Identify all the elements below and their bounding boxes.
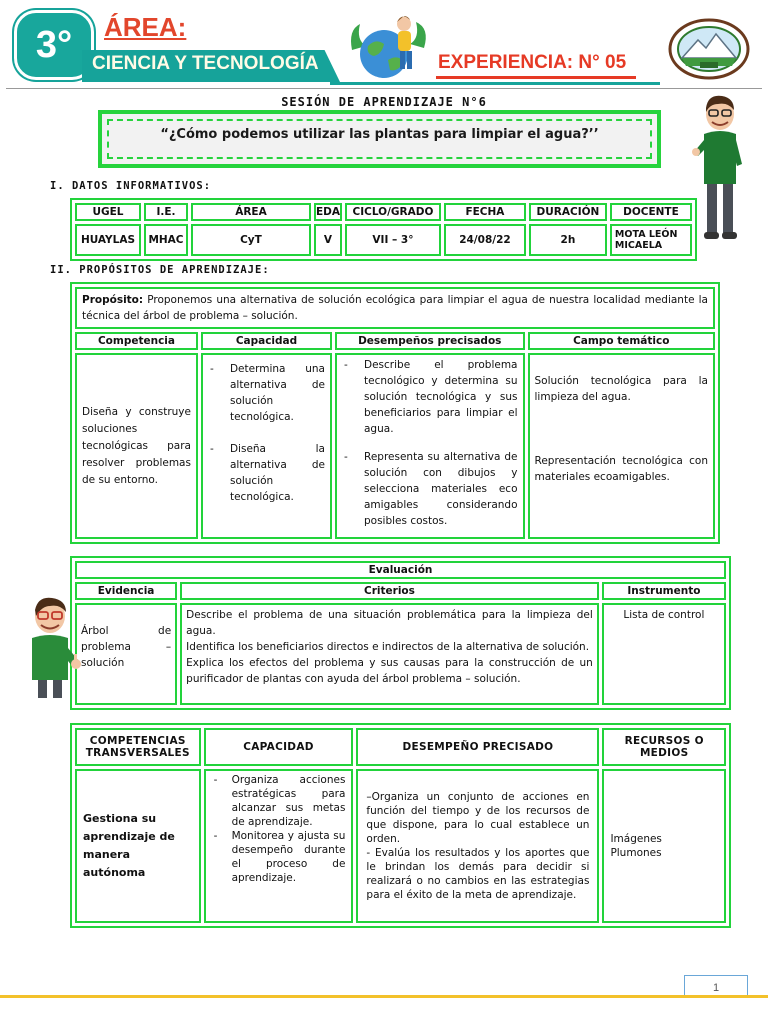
- instrumento-cell: Lista de control: [602, 603, 726, 705]
- header-bottom-border: [6, 88, 762, 89]
- column-header: I.E.: [144, 203, 188, 221]
- table-row: [75, 287, 715, 329]
- column-header: RECURSOS O MEDIOS: [602, 728, 726, 766]
- area-label: ÁREA:: [104, 12, 187, 42]
- column-header: Capacidad: [201, 332, 332, 350]
- criterios-cell: [180, 603, 599, 705]
- capacidad-transversal-list: [212, 773, 346, 885]
- column-header: COMPETENCIAS TRANSVERSALES: [75, 728, 201, 766]
- column-header: DURACIÓN: [529, 203, 607, 221]
- list-item: - Organiza acciones estratégicas para alcanzar sus metas de aprendizaje.: [212, 773, 346, 829]
- table-cell: HUAYLAS: [75, 224, 141, 256]
- column-header: FECHA: [444, 203, 526, 221]
- criterio-item: Describe el problema de una situación problemática para la limpieza del agua.: [186, 609, 593, 637]
- area-value: CIENCIA Y TECNOLOGÍA: [92, 53, 319, 74]
- list-item: - Determina una alternativa de solución tecnológica.: [208, 361, 325, 425]
- column-header: Instrumento: [602, 582, 726, 600]
- competencias-transversales-table: [70, 723, 731, 928]
- capacidad-transversal-cell: [204, 769, 354, 923]
- table-header-row: [75, 332, 715, 350]
- desempeno-cell: [335, 353, 525, 539]
- evaluacion-title: Evaluación: [75, 561, 726, 579]
- teacher-character-illustration: [692, 92, 748, 242]
- campo-item: Solución tecnológica para la limpieza del agua.: [534, 375, 708, 403]
- table-row: [75, 769, 726, 923]
- campo-item: Representación tecnológica con materiales ecoamigables.: [534, 455, 708, 483]
- table-row: [75, 603, 726, 705]
- desempeno-list: [342, 357, 518, 529]
- session-title: SESIÓN DE APRENDIZAJE N°6: [281, 95, 487, 109]
- column-header: Competencia: [75, 332, 198, 350]
- header-divider: [330, 82, 660, 85]
- recurso-item: Imágenes: [610, 833, 662, 845]
- competencia-transversal-cell: Gestiona su aprendizaje de manera autónoma: [75, 769, 201, 923]
- column-header: EDA: [314, 203, 342, 221]
- table-cell: CyT: [191, 224, 311, 256]
- school-seal-logo: [668, 18, 750, 80]
- table-cell: 24/08/22: [444, 224, 526, 256]
- table-cell: 2h: [529, 224, 607, 256]
- table-header-row: [75, 561, 726, 579]
- desempeno-transversal-cell: [356, 769, 599, 923]
- criterio-item: Identifica los beneficiarios directos e indirectos de la alternativa de solución.: [186, 641, 590, 653]
- evidencia-cell: Árbol de problema – solución: [75, 603, 177, 705]
- list-item: - Describe el problema tecnológico y determina su solución tecnológica y sus beneficiarios para limpiar el agua.: [342, 357, 518, 437]
- proposito-label: Propósito:: [82, 294, 144, 306]
- datos-informativos-table: [70, 198, 697, 261]
- desempeno-item: –Organiza un conjunto de acciones en función del tiempo y de los recursos de que dispone, para lo cual establece un orden.: [366, 791, 590, 845]
- campo-tematico-cell: [528, 353, 716, 539]
- column-header: Desempeños precisados: [335, 332, 525, 350]
- table-cell: MHAC: [144, 224, 188, 256]
- column-header: ÁREA: [191, 203, 311, 221]
- guiding-question: “¿Cómo podemos utilizar las plantas para limpiar el agua?’’: [107, 119, 652, 159]
- column-header: DESEMPEÑO PRECISADO: [356, 728, 599, 766]
- globe-girl-illustration: [346, 10, 430, 82]
- column-header: DOCENTE: [610, 203, 692, 221]
- list-item: - Representa su alternativa de solución con dibujos y selecciona materiales eco amigables considerando posibles costos.: [342, 449, 518, 529]
- column-header: CICLO/GRADO: [345, 203, 441, 221]
- capacidad-list: [208, 361, 325, 505]
- page-number: 1: [684, 975, 748, 997]
- recurso-item: Plumones: [610, 847, 662, 859]
- table-header-row: [75, 728, 726, 766]
- section-heading-datos: I. DATOS INFORMATIVOS:: [50, 180, 212, 192]
- table-cell: VII – 3°: [345, 224, 441, 256]
- evaluacion-table: [70, 556, 731, 710]
- list-item: - Diseña la alternativa de solución tecnológica.: [208, 441, 325, 505]
- capacidad-cell: [201, 353, 332, 539]
- column-header: Campo temático: [528, 332, 716, 350]
- proposito-cell: [75, 287, 715, 329]
- footer-bar: [0, 995, 768, 998]
- competencia-cell: Diseña y construye soluciones tecnológicas para resolver problemas de su entorno.: [75, 353, 198, 539]
- desempeno-item: - Evalúa los resultados y los aportes que le brindan los demás para decidir si realizará o no cambios en las estrategias para el éxito de la meta de aprendizaje.: [366, 847, 590, 901]
- experience-underline: [436, 76, 636, 79]
- table-header-row: [75, 203, 692, 221]
- column-header: UGEL: [75, 203, 141, 221]
- column-header: CAPACIDAD: [204, 728, 354, 766]
- table-cell: MOTA LEÓN MICAELA: [610, 224, 692, 256]
- experience-number: EXPERIENCIA: N° 05: [438, 52, 627, 73]
- table-row: [75, 353, 715, 539]
- guiding-question-box: [98, 110, 661, 168]
- recursos-cell: [602, 769, 726, 923]
- grade-badge: 3°: [14, 10, 94, 80]
- criterio-item: Explica los efectos del problema y sus causas para la construcción de un purificador de plantas con ayuda del árbol problema – solución.: [186, 657, 593, 685]
- teacher-thumbs-up-illustration: [26, 594, 82, 702]
- page-header: [0, 0, 768, 90]
- table-row: [75, 224, 692, 256]
- table-cell: V: [314, 224, 342, 256]
- proposito-text: Proponemos una alternativa de solución ecológica para limpiar el agua de nuestra localidad mediante la técnica del árbol de problema – solución.: [82, 294, 708, 322]
- column-header: Evidencia: [75, 582, 177, 600]
- column-header: Criterios: [180, 582, 599, 600]
- list-item: - Monitorea y ajusta su desempeño durante el proceso de aprendizaje.: [212, 829, 346, 885]
- propositos-table: [70, 282, 720, 544]
- section-heading-propositos: II. PROPÓSITOS DE APRENDIZAJE:: [50, 264, 270, 276]
- table-header-row: [75, 582, 726, 600]
